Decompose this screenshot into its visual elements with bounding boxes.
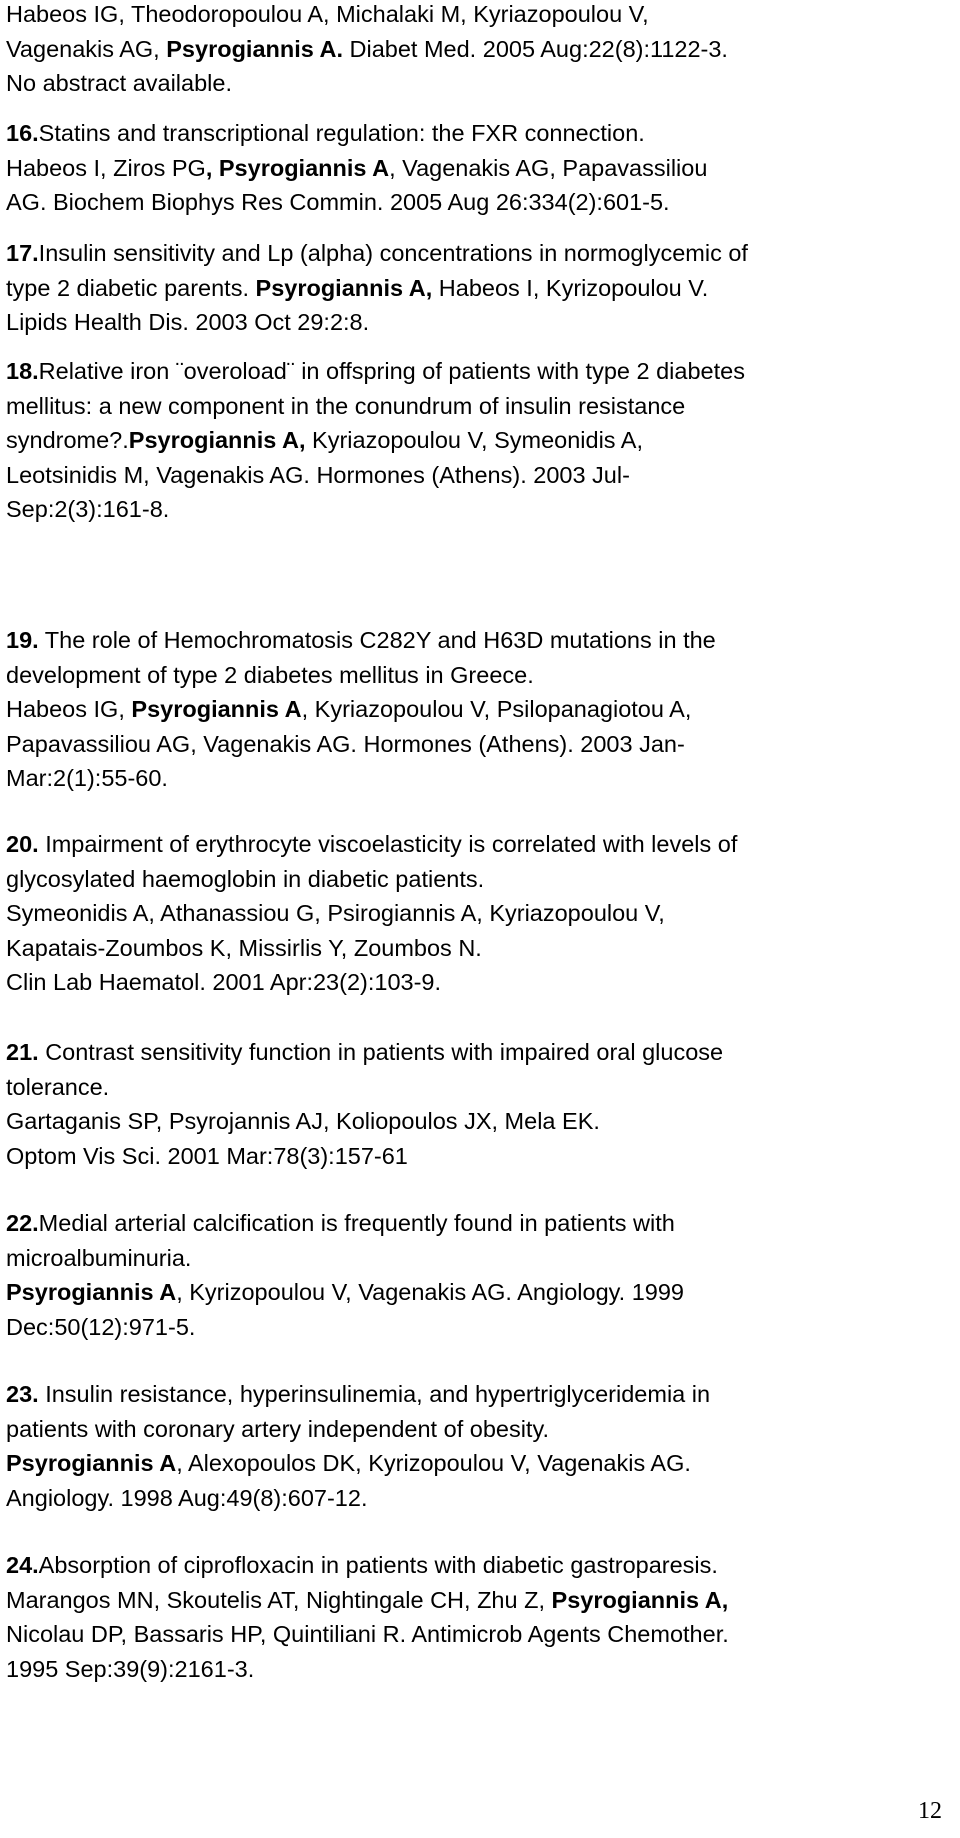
text-run: glycosylated haemoglobin in diabetic patients. [6,865,485,892]
text-run: Insulin sensitivity and Lp (alpha) concentrations in normoglycemic of [38,240,748,266]
bold-text-run: Psyrogiannis A, [128,427,306,453]
reference-line [6,692,946,727]
text-run: patients with coronary artery independent of obesity. [6,1415,549,1442]
text-run: Mar:2(1):55-60. [6,765,168,791]
reference-21 [6,1035,946,1173]
reference-line [6,116,946,151]
bold-text-run: 17. [6,240,39,266]
reference-line [6,1310,946,1345]
reference-line [6,236,946,271]
reference-line [6,965,946,1000]
text-run: Impairment of erythrocyte viscoelasticity is correlated with levels of [38,831,738,857]
reference-line [6,1377,946,1412]
reference-line [6,1206,946,1241]
reference-line [6,623,946,658]
text-run: Habeos IG, Theodoropoulou A, Michalaki M, Kyriazopoulou V, [6,1,649,27]
text-run: Statins and transcriptional regulation: the FXR connection. [38,120,645,146]
bold-text-run: 22. [6,1210,39,1236]
reference-line [6,151,946,186]
bold-text-run: 19. [6,627,39,653]
reference-line [6,1139,946,1174]
text-run: Kapatais-Zoumbos K, Missirlis Y, Zoumbos N. [6,934,482,961]
reference-line [6,492,946,527]
bold-text-run: 23. [6,1381,39,1407]
bold-text-run: Psyrogiannis A, [255,274,433,301]
reference-line [6,1481,946,1516]
reference-line [6,896,946,931]
reference-line [6,1275,946,1310]
text-run: Angiology. 1998 Aug:49(8):607-12. [6,1484,368,1511]
reference-line [6,931,946,966]
reference-line [6,1070,946,1105]
text-run: Vagenakis AG, [6,35,167,62]
reference-line [6,862,946,897]
reference-19 [6,623,946,796]
reference-line [6,271,946,306]
reference-line [6,66,946,101]
reference-line [6,827,946,862]
text-run: AG. Biochem Biophys Res Commin. 2005 Aug 26:334(2):601-5. [6,189,670,215]
bold-text-run: Psyrogiannis A [131,696,302,722]
text-run: Sep:2(3):161-8. [6,496,170,522]
reference-line [6,1412,946,1447]
bold-text-run: , Psyrogiannis A [205,154,390,181]
reference-line [6,1241,946,1276]
reference-line [6,727,946,762]
text-run: Absorption of ciprofloxacin in patients with diabetic gastroparesis. [38,1552,718,1578]
text-run: Kyriazopoulou V, Symeonidis A, [305,427,643,453]
text-run: Marangos MN, Skoutelis AT, Nightingale CH, Zhu Z, [6,1586,552,1613]
reference-23 [6,1377,946,1515]
text-run: tolerance. [6,1073,110,1100]
text-run: Leotsinidis M, Vagenakis AG. Hormones (Athens). 2003 Jul- [6,461,630,488]
reference-line [6,1104,946,1139]
text-run: development of type 2 diabetes mellitus in Greece. [6,661,534,688]
reference-line [6,658,946,693]
text-run: , Kyrizopoulou V, Vagenakis AG. Angiology. 1999 [176,1279,684,1305]
bold-text-run: Psyrogiannis A, [551,1586,729,1613]
text-run: mellitus: a new component in the conundrum of insulin resistance [6,392,686,419]
text-run: Symeonidis A, Athanassiou G, Psirogiannis A, Kyriazopoulou V, [6,900,665,926]
page-number: 12 [918,1798,942,1824]
text-run: , Vagenakis AG, Papavassiliou [389,154,708,181]
reference-line [6,761,946,796]
reference-18 [6,354,946,527]
reference-line [6,305,946,340]
reference-line [6,1446,946,1481]
reference-20 [6,827,946,1000]
bold-text-run: 16. [6,120,39,146]
text-run: Habeos I, Ziros PG [6,154,206,181]
text-run: type 2 diabetic parents. [6,274,256,301]
text-run: , Kyriazopoulou V, Psilopanagiotou A, [301,696,692,722]
bold-text-run: 18. [6,358,39,384]
bold-text-run: 20. [6,831,39,857]
reference-line [6,1617,946,1652]
reference-line [6,458,946,493]
text-run: Nicolau DP, Bassaris HP, Quintiliani R. Antimicrob Agents Chemother. [6,1621,729,1647]
reference-line [6,0,946,32]
reference-24 [6,1548,946,1686]
text-run: microalbuminuria. [6,1244,192,1271]
reference-line [6,1583,946,1618]
text-run: Gartaganis SP, Psyrojannis AJ, Koliopoulos JX, Mela EK. [6,1108,600,1134]
text-run: Insulin resistance, hyperinsulinemia, and hypertriglyceridemia in [38,1381,711,1407]
text-run: , Alexopoulos DK, Kyrizopoulou V, Vagenakis AG. [176,1450,691,1476]
reference-22 [6,1206,946,1344]
text-run: Habeos I, Kyrizopoulou V. [432,274,709,301]
text-run: The role of Hemochromatosis C282Y and H63D mutations in the [38,627,716,653]
reference-line [6,1035,946,1070]
text-run: Papavassiliou AG, Vagenakis AG. Hormones (Athens). 2003 Jan- [6,730,685,757]
bold-text-run: Psyrogiannis A. [166,35,343,62]
bold-text-run: 21. [6,1039,39,1065]
reference-line [6,1548,946,1583]
text-run: Contrast sensitivity function in patients with impaired oral glucose [38,1039,724,1065]
reference-line [6,32,946,67]
reference-line [6,185,946,220]
text-run: Lipids Health Dis. 2003 Oct 29:2:8. [6,309,370,335]
bold-text-run: Psyrogiannis A [6,1279,177,1305]
reference-line [6,1652,946,1687]
text-run: 1995 Sep:39(9):2161-3. [6,1655,255,1682]
reference-15-continued [6,0,946,101]
text-run: Optom Vis Sci. 2001 Mar:78(3):157-61 [6,1142,408,1169]
reference-16 [6,116,946,220]
reference-line [6,423,946,458]
text-run: Dec:50(12):971-5. [6,1313,196,1340]
text-run: Medial arterial calcification is frequently found in patients with [38,1210,675,1236]
text-run: syndrome?. [6,427,129,453]
reference-line [6,354,946,389]
text-run: Relative iron ¨overoload¨ in offspring of patients with type 2 diabetes [38,358,745,384]
bold-text-run: 24. [6,1552,39,1578]
reference-line [6,389,946,424]
text-run: Clin Lab Haematol. 2001 Apr:23(2):103-9. [6,969,442,995]
text-run: Habeos IG, [6,696,132,722]
bold-text-run: Psyrogiannis A [6,1450,177,1476]
reference-17 [6,236,946,340]
text-run: Diabet Med. 2005 Aug:22(8):1122-3. [342,35,728,62]
text-run: No abstract available. [6,70,232,96]
